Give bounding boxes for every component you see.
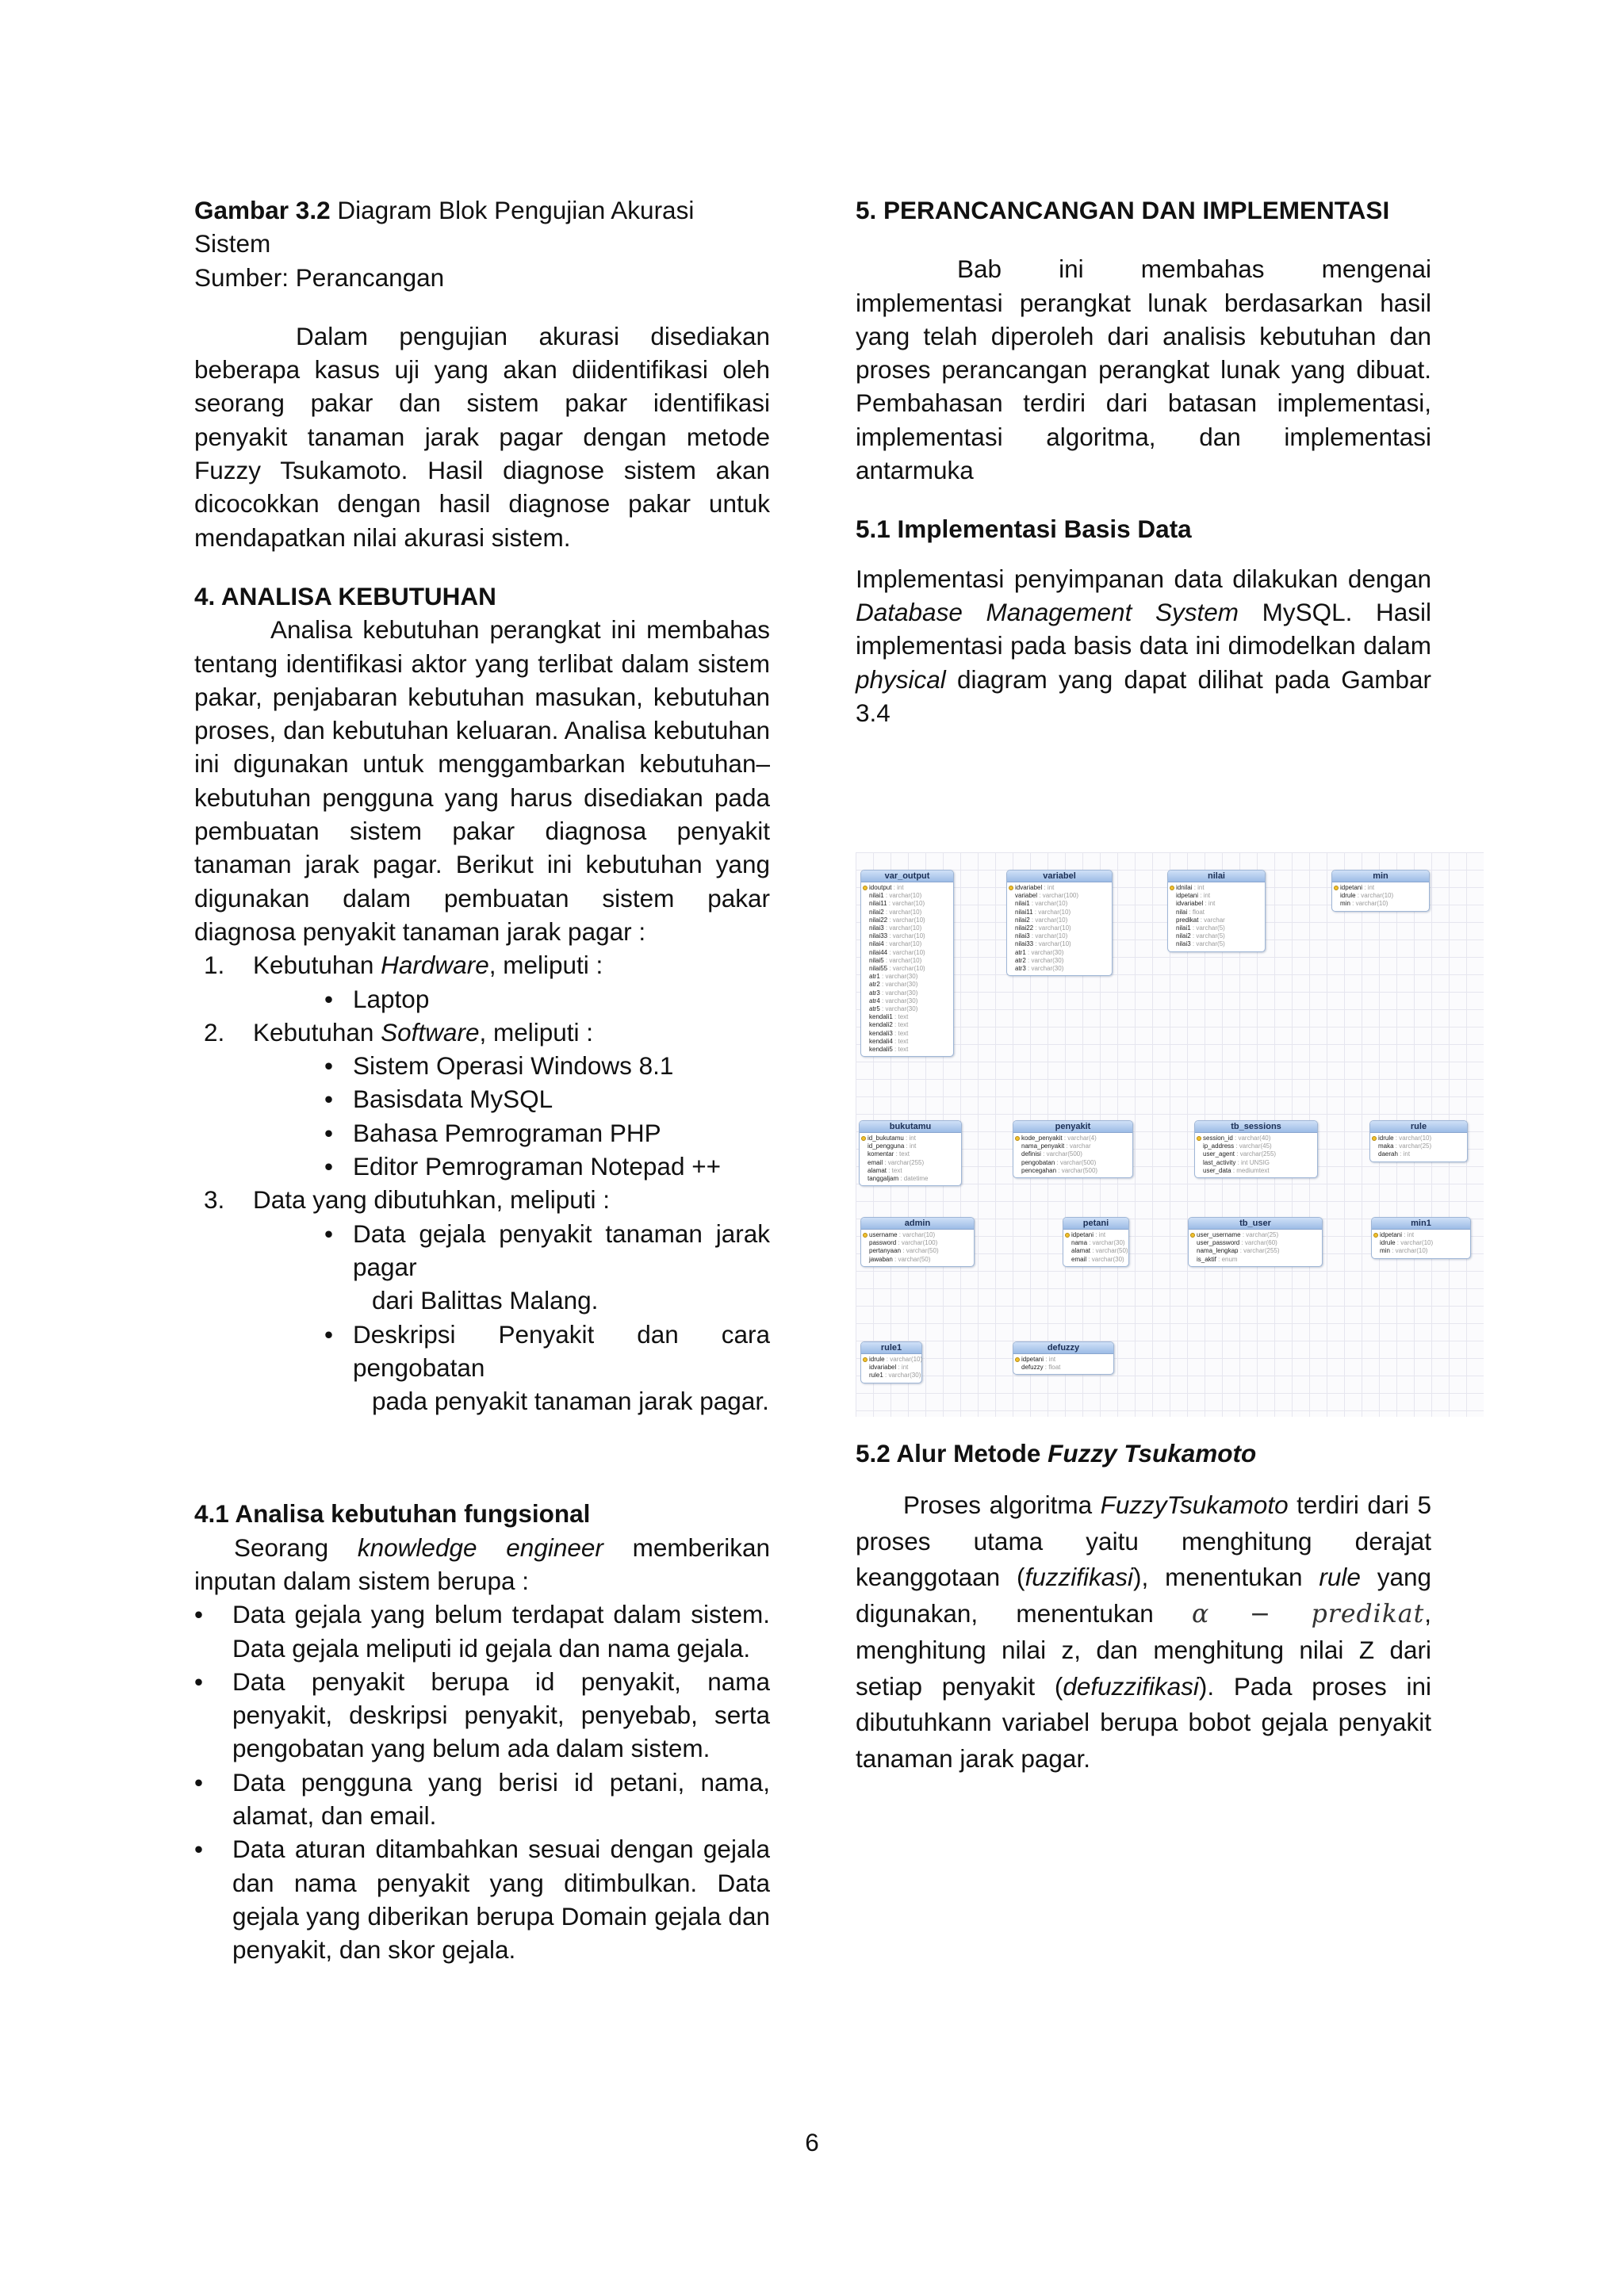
paragraph-text: , menghitung nilai z, dan menghitung nilai Z dari setiap penyakit ( [856, 1598, 1431, 1701]
table-admin [860, 1217, 975, 1267]
table-field: pencegahan : varchar(500) [1021, 1166, 1098, 1174]
table-field: idpetani : int [1380, 1231, 1467, 1239]
paragraph-emphasis: FuzzyTsukamoto [1100, 1490, 1289, 1520]
table-field: idrule : varchar(10) [1380, 1239, 1434, 1247]
table-field: definisi : varchar(500) [1021, 1150, 1082, 1158]
section-5-2-paragraph [856, 1487, 1431, 1777]
paragraph-text: diagram yang dapat dilihat pada Gambar 3.4 [856, 664, 1431, 727]
requirement-emphasis: Software [381, 1017, 480, 1047]
table-field: nilai1 : varchar(10) [869, 892, 922, 900]
table-field: min : varchar(10) [1380, 1247, 1428, 1255]
table-defuzzy [1013, 1341, 1114, 1375]
table-field: variabel : varchar(100) [1015, 892, 1079, 900]
list-item-text: pada penyakit tanaman jarak pagar. [372, 1387, 769, 1416]
table-field: nilai2 : varchar(10) [869, 908, 922, 916]
table-rule [1369, 1120, 1468, 1162]
table-petani [1063, 1217, 1129, 1267]
table-field: nilai1 : varchar(5) [1176, 924, 1225, 932]
paragraph-text: Implementasi penyimpanan data dilakukan dengan [856, 564, 1431, 593]
table-field: id_bukutamu : int [868, 1135, 958, 1142]
table-title: penyakit [1013, 1121, 1132, 1133]
table-tb-sessions [1194, 1120, 1318, 1178]
requirement-text: , meliputi : [488, 951, 603, 980]
requirement-data [194, 1183, 770, 1418]
list-item: • Sistem Operasi Windows 8.1 [324, 1051, 674, 1081]
table-field: idrule : varchar(10) [869, 1356, 923, 1363]
table-field: kendali4 : text [869, 1037, 909, 1045]
paragraph-emphasis: knowledge engineer [357, 1533, 603, 1562]
table-field: email : varchar(255) [868, 1158, 925, 1166]
list-item: • Data penyakit berupa id penyakit, nama penyakit, deskripsi penyakit, penyebab, serta pengobatan yang belum ada dalam sistem. [194, 1667, 770, 1763]
table-field: nama : varchar(30) [1071, 1239, 1125, 1247]
paragraph-emphasis: fuzzifikasi [1025, 1563, 1134, 1592]
table-title: petani [1063, 1218, 1128, 1230]
table-field: maka : varchar(25) [1378, 1142, 1432, 1150]
table-field: nilai44 : varchar(10) [869, 948, 925, 956]
paragraph-text: ). Pada proses ini dibutuhkann variabel berupa bobot gejala penyakit tanaman jarak pagar. [856, 1671, 1431, 1773]
table-field: atr4 : varchar(30) [869, 997, 918, 1004]
table-field: kendali2 : text [869, 1021, 909, 1029]
table-field: kendali5 : text [869, 1046, 909, 1054]
table-field: alamat : text [868, 1166, 902, 1174]
table-field: nilai2 : varchar(10) [1015, 916, 1068, 924]
table-field: user_data : mediumtext [1203, 1166, 1270, 1174]
table-field: nilai3 : varchar(10) [1015, 932, 1068, 940]
table-title: bukutamu [860, 1121, 961, 1133]
list-item: • Data pengguna yang berisi id petani, nama, alamat, dan email. [194, 1767, 770, 1831]
section-5-2-heading [856, 1437, 1431, 1470]
list-number: 1. [204, 951, 225, 980]
table-penyakit [1013, 1120, 1133, 1178]
database-diagram [856, 852, 1484, 1417]
table-field: pengobatan : varchar(500) [1021, 1158, 1097, 1166]
table-field: user_password : varchar(60) [1197, 1239, 1277, 1247]
paragraph-emphasis: rule [1319, 1563, 1361, 1592]
heading-emphasis: Fuzzy Tsukamoto [1048, 1439, 1257, 1468]
table-title: defuzzy [1013, 1342, 1113, 1354]
table-field: nilai4 : varchar(10) [869, 940, 922, 948]
table-field: atr3 : varchar(30) [869, 989, 918, 997]
table-field: nama_penyakit : varchar [1021, 1142, 1091, 1150]
table-field: kode_penyakit : varchar(4) [1021, 1135, 1129, 1142]
list-item: • Laptop [324, 984, 430, 1013]
table-field: predikat : varchar [1176, 916, 1225, 924]
table-field: min : varchar(10) [1340, 900, 1388, 908]
section-5-1-paragraph [856, 562, 1431, 729]
section-4-heading: 4. ANALISA KEBUTUHAN [194, 581, 496, 610]
list-item-text: Data aturan ditambahkan sesuai dengan gejala dan nama penyakit yang ditimbulkan. Data gejala yang diberikan berupa Domain gejala dan penyakit, dan skor gejala. [232, 1835, 770, 1965]
figure-caption-text: Diagram Blok Pengujian Akurasi Sistem [194, 196, 695, 258]
list-item: • Bahasa Pemrograman PHP [324, 1118, 661, 1147]
table-field: nilai33 : varchar(10) [1015, 940, 1071, 948]
table-title: nilai [1168, 871, 1265, 882]
list-item-text: Data penyakit berupa id penyakit, nama penyakit, deskripsi penyakit, penyebab, serta pengobatan yang belum ada dalam sistem. [232, 1667, 770, 1763]
table-field: is_aktif : enum [1197, 1255, 1238, 1263]
table-variabel [1006, 870, 1113, 976]
table-field: idrule : varchar(10) [1340, 892, 1394, 900]
table-field: idpetani : int [1340, 884, 1426, 892]
requirement-text: , meliputi : [479, 1017, 594, 1047]
table-title: tb_user [1189, 1218, 1322, 1230]
table-field: nilai5 : varchar(10) [869, 956, 922, 964]
list-item: • Data gejala yang belum terdapat dalam sistem. Data gejala meliputi id gejala dan nama gejala. [194, 1600, 770, 1663]
table-title: variabel [1007, 871, 1112, 882]
software-items [253, 1049, 770, 1183]
paragraph-emphasis: Database Management System [856, 597, 1239, 626]
list-item-text: Deskripsi Penyakit dan cara pengobatan [353, 1319, 770, 1382]
data-items [253, 1217, 770, 1418]
table-title: tb_sessions [1195, 1121, 1317, 1133]
paragraph-text: yang digunakan, menentukan [856, 1563, 1431, 1628]
table-field: last_activity : int UNSIG [1203, 1158, 1270, 1166]
table-field: atr3 : varchar(30) [1015, 965, 1064, 973]
table-nilai [1167, 870, 1266, 952]
table-field: atr1 : varchar(30) [869, 973, 918, 981]
table-field: username : varchar(10) [869, 1231, 971, 1239]
right-column [856, 193, 1431, 729]
table-field: nilai11 : varchar(10) [1015, 908, 1071, 916]
paragraph-emphasis: physical [856, 664, 946, 694]
table-field: idpetani : int [1021, 1356, 1110, 1364]
table-field: atr5 : varchar(30) [869, 1005, 918, 1013]
figure-caption-label: Gambar 3.2 [194, 196, 331, 224]
requirement-text: Data yang dibutuhkan, meliputi : [253, 1185, 611, 1215]
table-field: nilai11 : varchar(10) [869, 900, 925, 908]
table-field: nilai : float [1176, 908, 1205, 916]
table-title: min [1332, 871, 1429, 882]
table-field: ip_address : varchar(45) [1203, 1142, 1272, 1150]
table-rule1 [860, 1341, 922, 1383]
section-4-1-heading: 4.1 Analisa kebutuhan fungsional [194, 1499, 591, 1529]
table-field: nilai3 : varchar(5) [1176, 940, 1225, 948]
table-title: var_output [861, 871, 953, 882]
list-number: 2. [204, 1017, 225, 1047]
table-field: user_agent : varchar(255) [1203, 1150, 1277, 1158]
list-item-text: dari Balittas Malang. [372, 1286, 599, 1315]
table-field: idoutput : int [869, 884, 950, 892]
right-column-lower [856, 1437, 1431, 1777]
table-field: kendali1 : text [869, 1013, 909, 1021]
table-field: user_username : varchar(25) [1197, 1231, 1319, 1239]
table-bukutamu [859, 1120, 962, 1186]
table-field: alamat : varchar(50) [1071, 1247, 1128, 1255]
requirement-emphasis: Hardware [381, 951, 489, 980]
list-item-text: Data pengguna yang berisi id petani, nama, alamat, dan email. [232, 1767, 770, 1831]
requirement-hardware [194, 948, 770, 1016]
hardware-items [253, 982, 770, 1016]
paragraph-text: Seorang [234, 1533, 358, 1562]
table-field: idvariabel : int [1176, 900, 1216, 908]
table-field: kendali3 : text [869, 1029, 909, 1037]
table-field: nilai2 : varchar(5) [1176, 932, 1225, 940]
list-item-text: Sistem Operasi Windows 8.1 [353, 1051, 674, 1081]
figure-caption [194, 193, 770, 261]
page-number: 6 [805, 2128, 819, 2156]
functional-list [194, 1598, 770, 1966]
table-field: tanggaljam : datetime [868, 1175, 929, 1183]
list-item-text: Basisdata MySQL [353, 1085, 553, 1114]
left-column [194, 193, 770, 1967]
list-item: • Editor Pemrograman Notepad ++ [324, 1152, 722, 1181]
list-item-text: Data gejala yang belum terdapat dalam sistem. Data gejala meliputi id gejala dan nama gejala. [232, 1600, 770, 1663]
paragraph-text: terdiri dari 5 proses utama yaitu menghitung derajat keanggotaan ( [856, 1490, 1431, 1592]
table-title: rule [1370, 1121, 1467, 1133]
table-field: atr1 : varchar(30) [1015, 948, 1064, 956]
requirement-software [194, 1016, 770, 1183]
table-field: atr2 : varchar(30) [869, 981, 918, 989]
list-item: • Basisdata MySQL [324, 1085, 553, 1114]
list-item-text: Data gejala penyakit tanaman jarak pagar [353, 1219, 770, 1281]
table-field: idnilai : int [1176, 884, 1262, 892]
table-field: idpetani : int [1176, 892, 1211, 900]
table-field: nilai1 : varchar(10) [1015, 900, 1068, 908]
table-field: id_pengguna : int [868, 1142, 917, 1150]
heading-text: 5.2 Alur Metode [856, 1439, 1048, 1468]
figure-source: Sumber: Perancangan [194, 262, 445, 292]
accuracy-paragraph: Dalam pengujian akurasi disediakan beberapa kasus uji yang akan diidentifikasi oleh seorang pakar dan sistem pakar identifikasi penyakit tanaman jarak pagar dengan metode Fuzzy Tsukamoto. Hasil diagnose sistem akan dicocokkan dengan hasil diagnose pakar untuk mendapatkan nilai akurasi sistem. [194, 321, 770, 552]
table-field: nilai22 : varchar(10) [869, 916, 925, 924]
table-tb-user [1188, 1217, 1323, 1267]
table-min1 [1371, 1217, 1471, 1259]
list-item: • Data aturan ditambahkan sesuai dengan gejala dan nama penyakit yang ditimbulkan. Data gejala yang diberikan berupa Domain gejala dan penyakit, dan skor gejala. [194, 1835, 770, 1965]
functional-paragraph [194, 1531, 770, 1598]
table-field: idvariabel : int [1015, 884, 1109, 892]
table-field: daerah : int [1378, 1150, 1411, 1158]
requirements-list [194, 948, 770, 1418]
table-field: pertanyaan : varchar(50) [869, 1247, 939, 1255]
table-title: admin [861, 1218, 974, 1230]
table-field: nilai3 : varchar(10) [869, 924, 922, 932]
table-field: session_id : varchar(40) [1203, 1135, 1314, 1142]
table-field: nama_lengkap : varchar(255) [1197, 1247, 1280, 1255]
paragraph-text: MySQL. Hasil implementasi pada basis data ini dimodelkan dalam [856, 597, 1431, 660]
paragraph-text: memberikan inputan dalam sistem berupa : [194, 1533, 770, 1595]
table-field: email : varchar(30) [1071, 1255, 1124, 1263]
needs-paragraph: Analisa kebutuhan perangkat ini membahas tentang identifikasi aktor yang terlibat dalam sistem pakar, penjabaran kebutuhan masukan, kebutuhan proses, dan kebutuhan keluaran. Analisa kebutuhan ini digunakan untuk menggambarkan kebutuhan–kebutuhan pengguna yang harus disediakan pada pembuatan sistem pakar diagnosa penyakit tanaman jarak pagar. Berikut ini kebutuhan yang digunakan dalam pembuatan sistem pakar diagnosa penyakit tanaman jarak pagar : [194, 615, 770, 946]
table-field: komentar : text [868, 1150, 910, 1158]
table-title: min1 [1372, 1218, 1470, 1230]
table-field: nilai33 : varchar(10) [869, 932, 925, 940]
list-number: 3. [204, 1185, 225, 1215]
table-min [1331, 870, 1430, 912]
table-title: rule1 [861, 1342, 921, 1354]
list-item: • Data gejala penyakit tanaman jarak pagar dari Balittas Malang. [318, 1217, 770, 1318]
section-5-heading: 5. PERANCANCANGAN DAN IMPLEMENTASI [856, 196, 1390, 224]
requirement-text: Kebutuhan [253, 951, 381, 980]
section-5-paragraph: Bab ini membahas mengenai implementasi perangkat lunak berdasarkan hasil yang telah diperoleh dari analisis kebutuhan dan proses perancangan perangkat lunak yang dibuat. Pembahasan terdiri dari batasan implementasi, implementasi algoritma, dan implementasi antarmuka [856, 254, 1431, 485]
table-field: nilai22 : varchar(10) [1015, 924, 1071, 932]
list-item: • Deskripsi Penyakit dan cara pengobatan pada penyakit tanaman jarak pagar. [318, 1318, 770, 1418]
paragraph-text: ), menentukan [1133, 1563, 1320, 1592]
list-item-text: Laptop [353, 984, 430, 1013]
table-field: atr2 : varchar(30) [1015, 956, 1064, 964]
table-field: idvariabel : int [869, 1364, 909, 1372]
table-field: idpetani : int [1071, 1231, 1125, 1239]
paragraph-text: Proses algoritma [903, 1490, 1101, 1520]
section-5-1-heading: 5.1 Implementasi Basis Data [856, 515, 1192, 544]
table-var-output [860, 870, 954, 1057]
list-item-text: Editor Pemrograman Notepad ++ [353, 1152, 722, 1181]
paragraph-emphasis: defuzzifikasi [1063, 1671, 1199, 1701]
table-field: rule1 : varchar(30) [869, 1372, 921, 1380]
table-field: password : varchar(100) [869, 1239, 938, 1247]
alpha-predikat-formula: α − predikat [1191, 1599, 1425, 1628]
table-field: jawaban : varchar(50) [869, 1255, 931, 1263]
requirement-text: Kebutuhan [253, 1017, 381, 1047]
table-field: nilai55 : varchar(10) [869, 965, 925, 973]
table-field: idrule : varchar(10) [1378, 1135, 1464, 1142]
list-item-text: Bahasa Pemrograman PHP [353, 1118, 661, 1147]
table-field: defuzzy : float [1021, 1364, 1061, 1372]
